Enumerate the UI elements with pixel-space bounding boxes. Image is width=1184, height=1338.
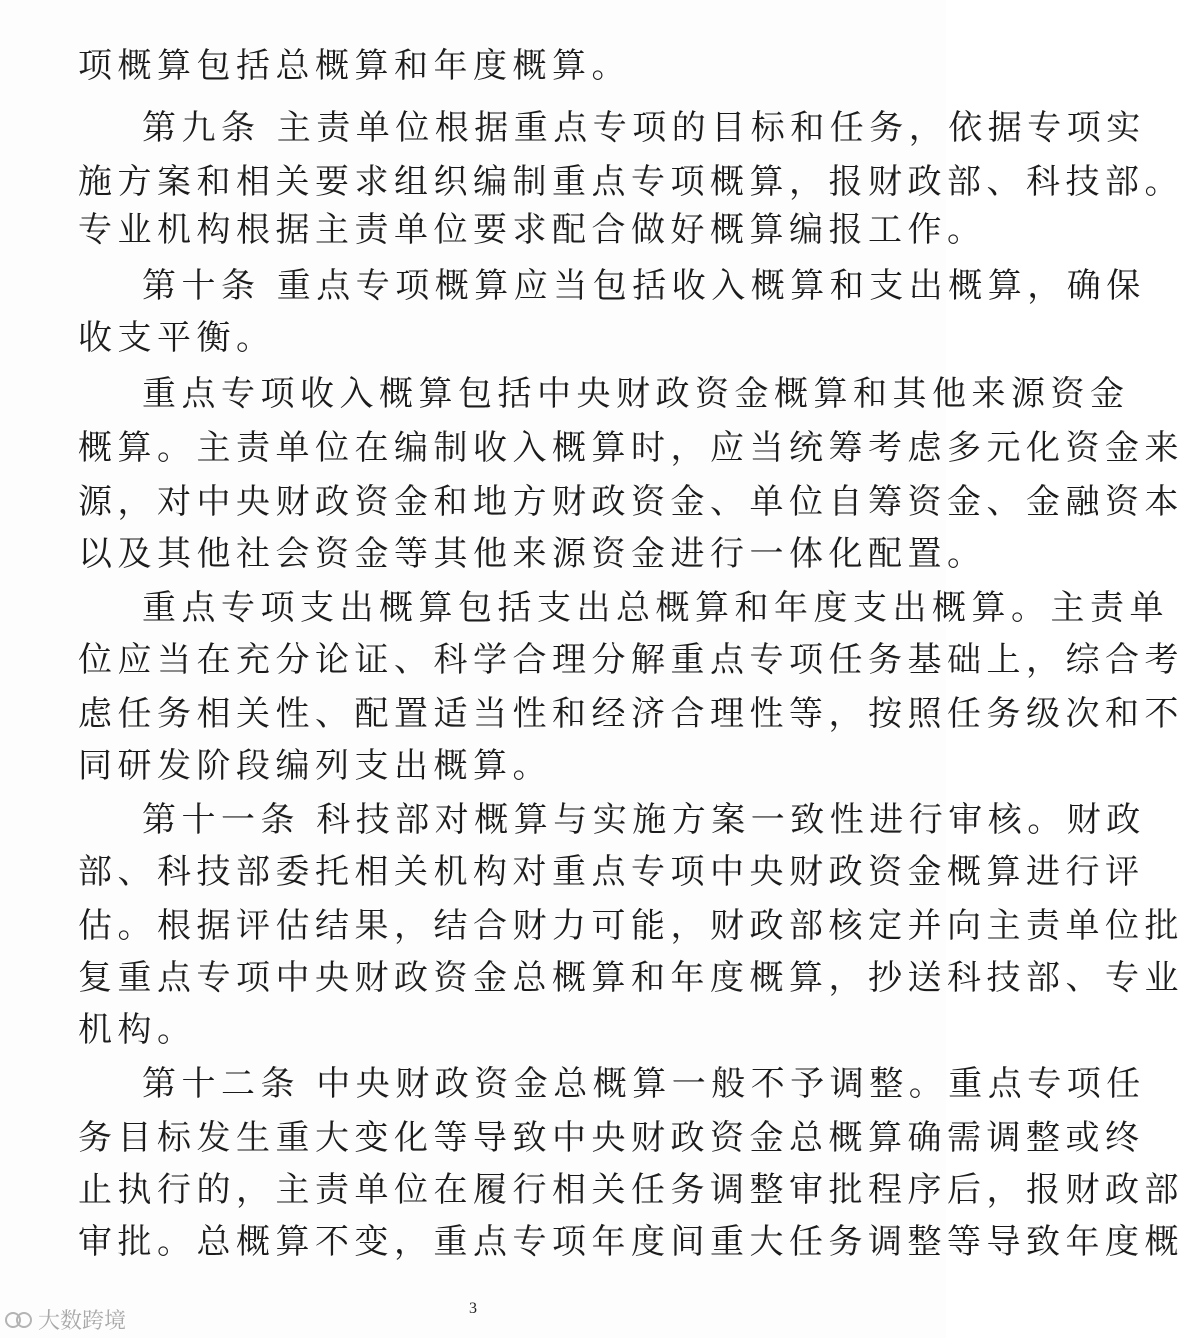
- watermark-text: 大数跨境: [38, 1309, 127, 1334]
- text-line: 位应当在充分论证、科学合理分解重点专项任务基础上，综合考: [78, 640, 1184, 680]
- text-line: 务目标发生重大变化等导致中央财政资金总概算确需调整或终: [78, 1118, 1145, 1158]
- text-line: 概算。主责单位在编制收入概算时，应当统筹考虑多元化资金来: [78, 428, 1184, 468]
- article-11-heading-line: 第十一条 科技部对概算与实施方案一致性进行审核。财政: [142, 800, 1146, 840]
- paragraph-start-line: 重点专项支出概算包括支出总概算和年度支出概算。主责单: [142, 588, 1169, 628]
- text-line: 源，对中央财政资金和地方财政资金、单位自筹资金、金融资本: [78, 482, 1184, 522]
- text-line: 虑任务相关性、配置适当性和经济合理性等，按照任务级次和不: [78, 694, 1184, 734]
- article-10-heading-line: 第十条 重点专项概算应当包括收入概算和支出概算，确保: [142, 266, 1146, 306]
- watermark-logo-icon: [4, 1309, 34, 1331]
- text-line: 止执行的，主责单位在履行相关任务调整审批程序后，报财政部: [78, 1170, 1184, 1210]
- page-number: 3: [469, 1300, 477, 1317]
- paragraph-start-line: 重点专项收入概算包括中央财政资金概算和其他来源资金: [142, 374, 1130, 414]
- watermark: [4, 1304, 126, 1335]
- text-line: 项概算包括总概算和年度概算。: [78, 46, 631, 86]
- article-9-heading-line: 第九条 主责单位根据重点专项的目标和任务，依据专项实: [142, 108, 1146, 148]
- text-line: 以及其他社会资金等其他来源资金进行一体化配置。: [78, 534, 987, 574]
- text-line: 部、科技部委托相关机构对重点专项中央财政资金概算进行评: [78, 852, 1145, 892]
- text-line: 复重点专项中央财政资金总概算和年度概算，抄送科技部、专业: [78, 958, 1184, 998]
- text-line: 审批。总概算不变，重点专项年度间重大任务调整等导致年度概: [78, 1222, 1184, 1262]
- text-line: 专业机构根据主责单位要求配合做好概算编报工作。: [78, 210, 987, 250]
- text-line: 估。根据评估结果，结合财力可能，财政部核定并向主责单位批: [78, 906, 1184, 946]
- article-12-heading-line: 第十二条 中央财政资金总概算一般不予调整。重点专项任: [142, 1064, 1146, 1104]
- text-line: 同研发阶段编列支出概算。: [78, 746, 552, 786]
- text-line: 机构。: [78, 1010, 197, 1050]
- text-line: 收支平衡。: [78, 318, 276, 358]
- text-line: 施方案和相关要求组织编制重点专项概算，报财政部、科技部。: [78, 162, 1184, 202]
